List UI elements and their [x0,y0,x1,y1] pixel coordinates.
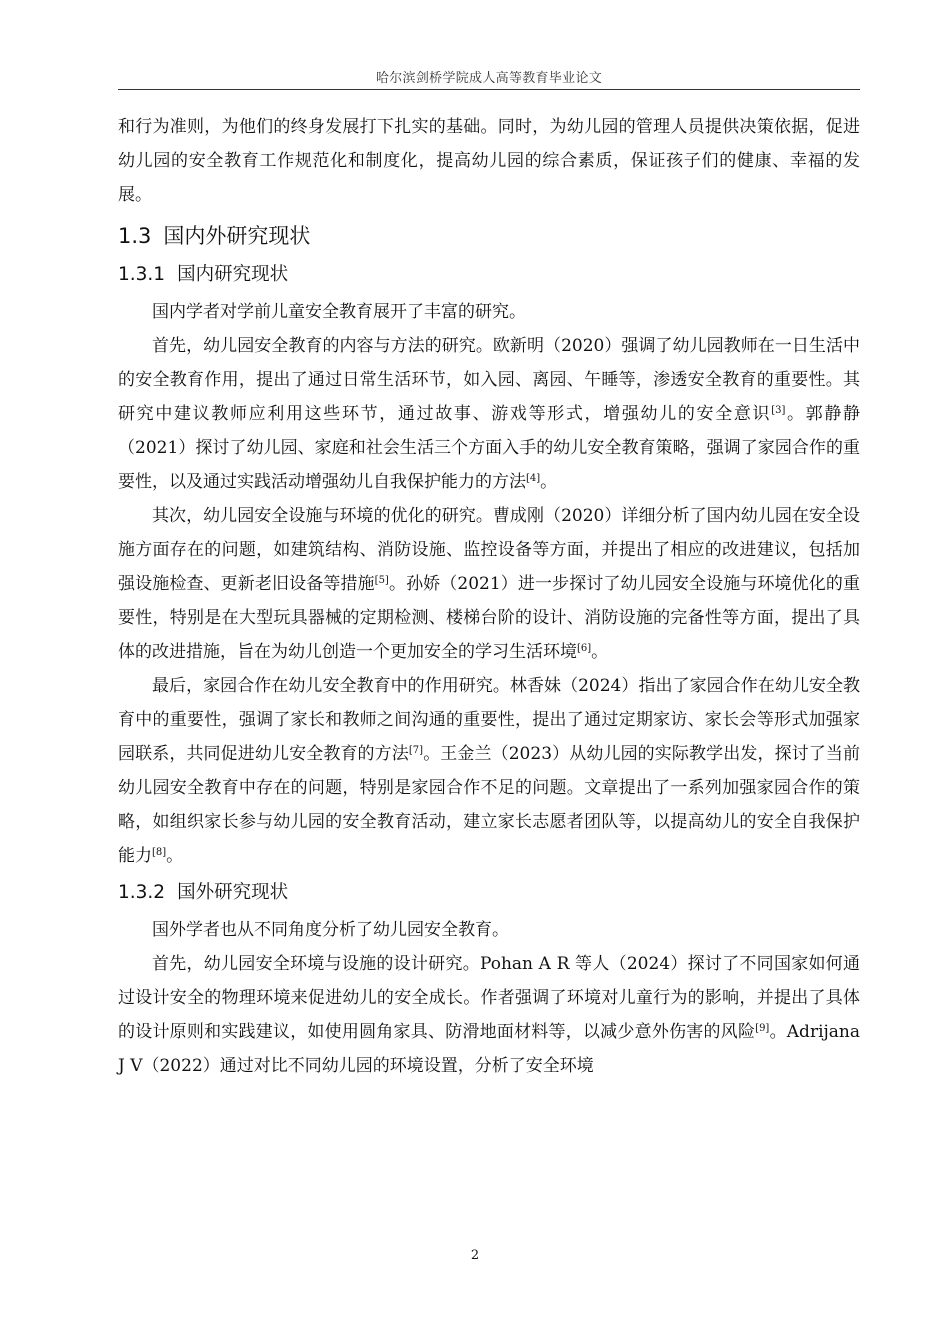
subsection-number: 1.3.2 [118,882,166,903]
header-rule [118,89,860,90]
paragraph-text: 。Adrijana J V（2022）通过对比不同幼儿园的环境设置，分析了安全环境 [118,1022,860,1076]
paragraph-domestic-home-school [118,669,860,873]
paragraph-foreign-intro: 国外学者也从不同角度分析了幼儿园安全教育。 [152,920,509,940]
subsection-number: 1.3.1 [118,264,166,285]
citation-ref: [5] [374,575,389,586]
subsection-heading-1-3-1 [118,258,860,292]
citation-ref: [7] [408,745,424,756]
paragraph-foreign-environment [118,947,860,1083]
paragraph-text: 。王金兰（2023）从幼儿园的实际教学出发，探讨了当前幼儿园安全教育中存在的问题，特别是家园合作不足的问题。文章提出了一系列加强家园合作的策略，如组织家长参与幼儿园的安全教育活动，建立家长志愿者团队等，以提高幼儿的安全自我保护能力 [118,744,861,866]
paragraph-text: 。 [540,472,558,492]
section-number: 1.3 [118,224,152,248]
paragraph-text: 。郭静静（2021）探讨了幼儿园、家庭和社会生活三个方面入手的幼儿安全教育策略，强调了家园合作的重要性，以及通过实践活动增强幼儿自我保护能力的方法 [118,404,861,492]
running-header: 哈尔滨剑桥学院成人高等教育毕业论文 [375,71,603,86]
document-body [118,110,860,1083]
paragraph-domestic-facilities [118,499,860,669]
subsection-title: 国内研究现状 [177,264,289,285]
paragraph-text: 其次，幼儿园安全设施与环境的优化的研究。曹成刚（2020）详细分析了国内幼儿园在安全设施方面存在的问题，如建筑结构、消防设施、监控设备等方面，并提出了相应的改进建议，包括加强设施检查、更新老旧设备等措施 [118,506,860,594]
citation-ref: [4] [526,473,541,484]
paragraph-text: 。 [591,642,609,662]
paragraph-continued: 和行为准则，为他们的终身发展打下扎实的基础。同时，为幼儿园的管理人员提供决策依据，促进幼儿园的安全教育工作规范化和制度化，提高幼儿园的综合素质，保证孩子们的健康、幸福的发展。 [118,117,860,205]
citation-ref: [8] [152,847,167,858]
subsection-heading-1-3-2 [118,876,860,910]
citation-ref: [6] [577,643,592,654]
paragraph-text: 首先，幼儿园安全环境与设施的设计研究。Pohan A R 等人（2024）探讨了不同国家如何通过设计安全的物理环境来促进幼儿的安全成长。作者强调了环境对儿童行为的影响，并提出了具体的设计原则和实践建议，如使用圆角家具、防滑地面材料等，以减少意外伤害的风险 [118,954,860,1042]
paragraph-text: 。 [166,846,184,866]
page-number: 2 [470,1248,480,1263]
paragraph-text: 。孙娇（2021）进一步探讨了幼儿园安全设施与环境优化的重要性，特别是在大型玩具器械的定期检测、楼梯台阶的设计、消防设施的完备性等方面，提出了具体的改进措施，旨在为幼儿创造一个更加安全的学习生活环境 [118,574,860,662]
paragraph-text: 首先，幼儿园安全教育的内容与方法的研究。欧新明（2020）强调了幼儿园教师在一日生活中的安全教育作用，提出了通过日常生活环节，如入园、离园、午睡等，渗透安全教育的重要性。其研究中建议教师应利用这些环节，通过故事、游戏等形式，增强幼儿的安全意识 [118,336,860,424]
section-heading-1-3 [118,219,860,253]
citation-ref: [9] [755,1023,770,1034]
section-title: 国内外研究现状 [163,224,311,248]
paragraph-domestic-intro: 国内学者对学前儿童安全教育展开了丰富的研究。 [152,302,526,322]
paragraph-domestic-content-methods [118,329,860,499]
paragraph-text: 最后，家园合作在幼儿安全教育中的作用研究。林香妹（2024）指出了家园合作在幼儿安全教育中的重要性，强调了家长和教师之间沟通的重要性，提出了通过定期家访、家长会等形式加强家园联系，共同促进幼儿安全教育的方法 [118,676,860,764]
citation-ref: [3] [771,405,786,416]
subsection-title: 国外研究现状 [177,882,289,903]
